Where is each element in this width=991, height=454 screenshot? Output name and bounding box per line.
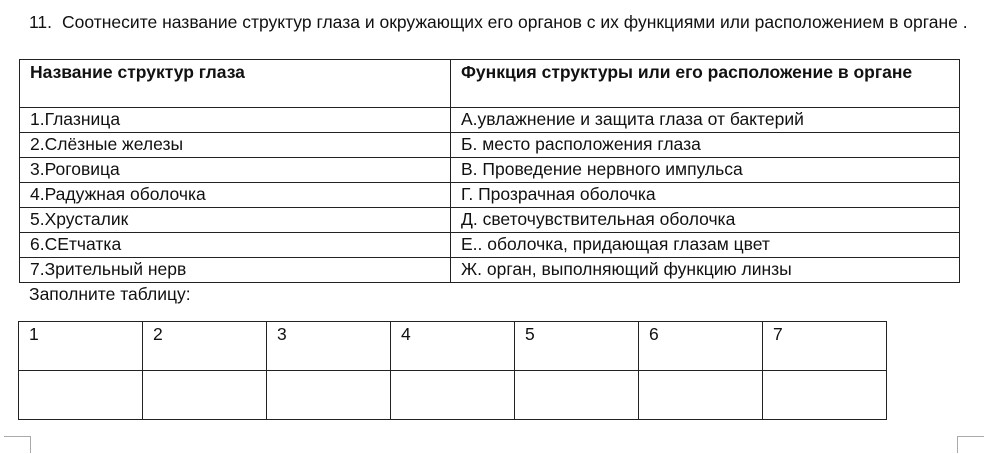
- answer-cell[interactable]: [267, 371, 391, 420]
- answer-number-cell: 7: [763, 322, 887, 371]
- question-text: [29, 12, 969, 33]
- matching-table-header-row: [20, 60, 960, 108]
- structure-cell: 6.СЕтчатка: [20, 233, 451, 258]
- question-body: Соотнесите название структур глаза и окружающих его органов с их функциями или расположением в органе .: [62, 12, 968, 32]
- function-cell: Ж. орган, выполняющий функцию линзы: [451, 258, 960, 283]
- structure-cell: 4.Радужная оболочка: [20, 183, 451, 208]
- answer-table: [18, 321, 887, 420]
- table-row: [20, 233, 960, 258]
- function-cell: Е.. оболочка, придающая глазам цвет: [451, 233, 960, 258]
- structure-cell: 1.Глазница: [20, 108, 451, 133]
- function-cell: А.увлажнение и защита глаза от бактерий: [451, 108, 960, 133]
- answer-number-cell: 5: [515, 322, 639, 371]
- question-number: 11.: [29, 12, 53, 32]
- function-cell: Г. Прозрачная оболочка: [451, 183, 960, 208]
- table-row: [20, 108, 960, 133]
- table-row: [20, 208, 960, 233]
- page-corner-mark-right: [957, 436, 984, 453]
- table-row: [20, 158, 960, 183]
- header-function: Функция структуры или его расположение в органе: [451, 60, 960, 108]
- function-cell: Б. место расположения глаза: [451, 133, 960, 158]
- structure-cell: 7.Зрительный нерв: [20, 258, 451, 283]
- answer-cell[interactable]: [143, 371, 267, 420]
- answer-number-cell: 2: [143, 322, 267, 371]
- answer-cell[interactable]: [391, 371, 515, 420]
- structure-cell: 2.Слёзные железы: [20, 133, 451, 158]
- answer-input-row: [19, 371, 887, 420]
- function-cell: В. Проведение нервного импульса: [451, 158, 960, 183]
- answer-cell[interactable]: [515, 371, 639, 420]
- fill-instruction: Заполните таблицу:: [29, 284, 191, 304]
- structure-cell: 3.Роговица: [20, 158, 451, 183]
- answer-cell[interactable]: [639, 371, 763, 420]
- table-row: [20, 183, 960, 208]
- matching-table: [19, 59, 960, 283]
- function-cell: Д. светочувствительная оболочка: [451, 208, 960, 233]
- answer-cell[interactable]: [763, 371, 887, 420]
- answer-number-cell: 6: [639, 322, 763, 371]
- answer-number-cell: 4: [391, 322, 515, 371]
- answer-number-row: [19, 322, 887, 371]
- table-row: [20, 133, 960, 158]
- header-structure-name: Название структур глаза: [20, 60, 451, 108]
- structure-cell: 5.Хрусталик: [20, 208, 451, 233]
- page-corner-mark-left: [4, 436, 31, 453]
- table-row: [20, 258, 960, 283]
- answer-cell[interactable]: [19, 371, 143, 420]
- answer-number-cell: 3: [267, 322, 391, 371]
- answer-number-cell: 1: [19, 322, 143, 371]
